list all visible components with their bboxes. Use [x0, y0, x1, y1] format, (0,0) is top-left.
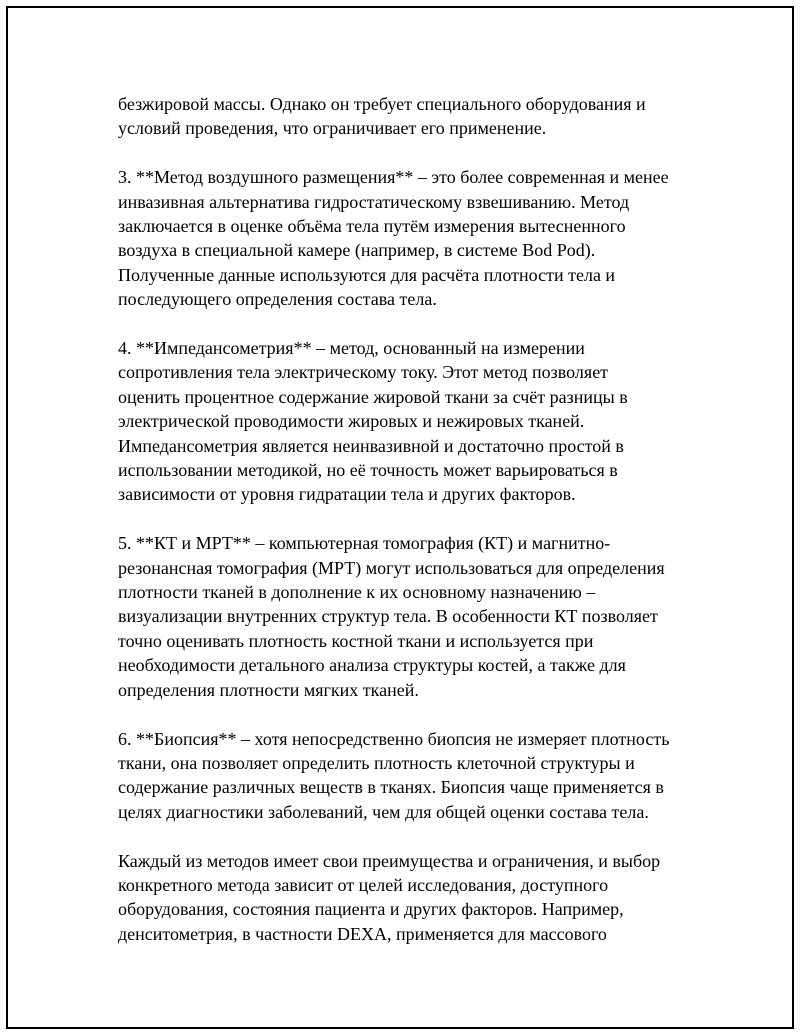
text-line: заключается в оценке объёма тела путём измерения вытесненного — [118, 216, 626, 237]
text-line: зависимости от уровня гидратации тела и других факторов. — [118, 484, 576, 505]
text-line: оценить процентное содержание жировой ткани за счёт разницы в — [118, 386, 628, 407]
text-line: Импедансометрия является неинвазивной и достаточно простой в — [118, 435, 624, 456]
text-line: содержание различных веществ в тканях. Биопсия чаще применяется в — [118, 777, 664, 798]
text-line: ткани, она позволяет определить плотность клеточной структуры и — [118, 752, 635, 773]
text-line: Каждый из методов имеет свои преимущества и ограничения, и выбор — [118, 850, 661, 871]
text-line: целях диагностики заболеваний, чем для общей оценки состава тела. — [118, 801, 649, 822]
text-line: электрической проводимости жировых и нежировых тканей. — [118, 411, 585, 432]
text-line: 4. **Импедансометрия** – метод, основанный на измерении — [118, 338, 585, 359]
text-line: инвазивная альтернатива гидростатическому взвешиванию. Метод — [118, 191, 630, 212]
text-line: 3. **Метод воздушного размещения** – это более современная и менее — [118, 167, 669, 188]
paragraph-item-6 — [118, 727, 698, 825]
text-line: плотности тканей в дополнение к их основному назначению – — [118, 582, 596, 603]
text-line: денситометрия, в частности DEXA, применяется для массового — [118, 923, 607, 944]
text-line: безжировой массы. Однако он требует специального оборудования и — [118, 94, 646, 114]
document-body — [118, 92, 698, 971]
text-line: условий проведения, что ограничивает его применение. — [118, 118, 547, 139]
text-line: последующего определения состава тела. — [118, 289, 437, 310]
paragraph-conclusion — [118, 849, 698, 947]
text-line: Полученные данные используются для расчёта плотности тела и — [118, 264, 616, 285]
text-line: определения плотности мягких тканей. — [118, 679, 419, 700]
text-line: использовании методикой, но её точность может варьироваться в — [118, 460, 618, 481]
paragraph-item-4 — [118, 336, 698, 507]
text-line: точно оценивать плотность костной ткани и используется при — [118, 630, 594, 651]
text-line: 6. **Биопсия** – хотя непосредственно биопсия не измеряет плотность — [118, 728, 670, 749]
text-line: резонансная томография (МРТ) могут использоваться для определения — [118, 557, 665, 578]
text-line: сопротивления тела электрическому току. Этот метод позволяет — [118, 362, 609, 383]
paragraph-item-3 — [118, 165, 698, 311]
text-line: воздуха в специальной камере (например, в системе Bod Pod). — [118, 240, 596, 261]
paragraph-item-5 — [118, 531, 698, 702]
text-line: конкретного метода зависит от целей исследования, доступного — [118, 874, 609, 895]
text-line: необходимости детального анализа структуры костей, а также для — [118, 655, 626, 676]
text-line: оборудования, состояния пациента и других факторов. Например, — [118, 899, 624, 920]
text-line: 5. **КТ и МРТ** – компьютерная томография (КТ) и магнитно- — [118, 533, 611, 554]
text-line: визуализации внутренних структур тела. В особенности КТ позволяет — [118, 606, 658, 627]
paragraph-intro-continuation — [118, 92, 698, 141]
